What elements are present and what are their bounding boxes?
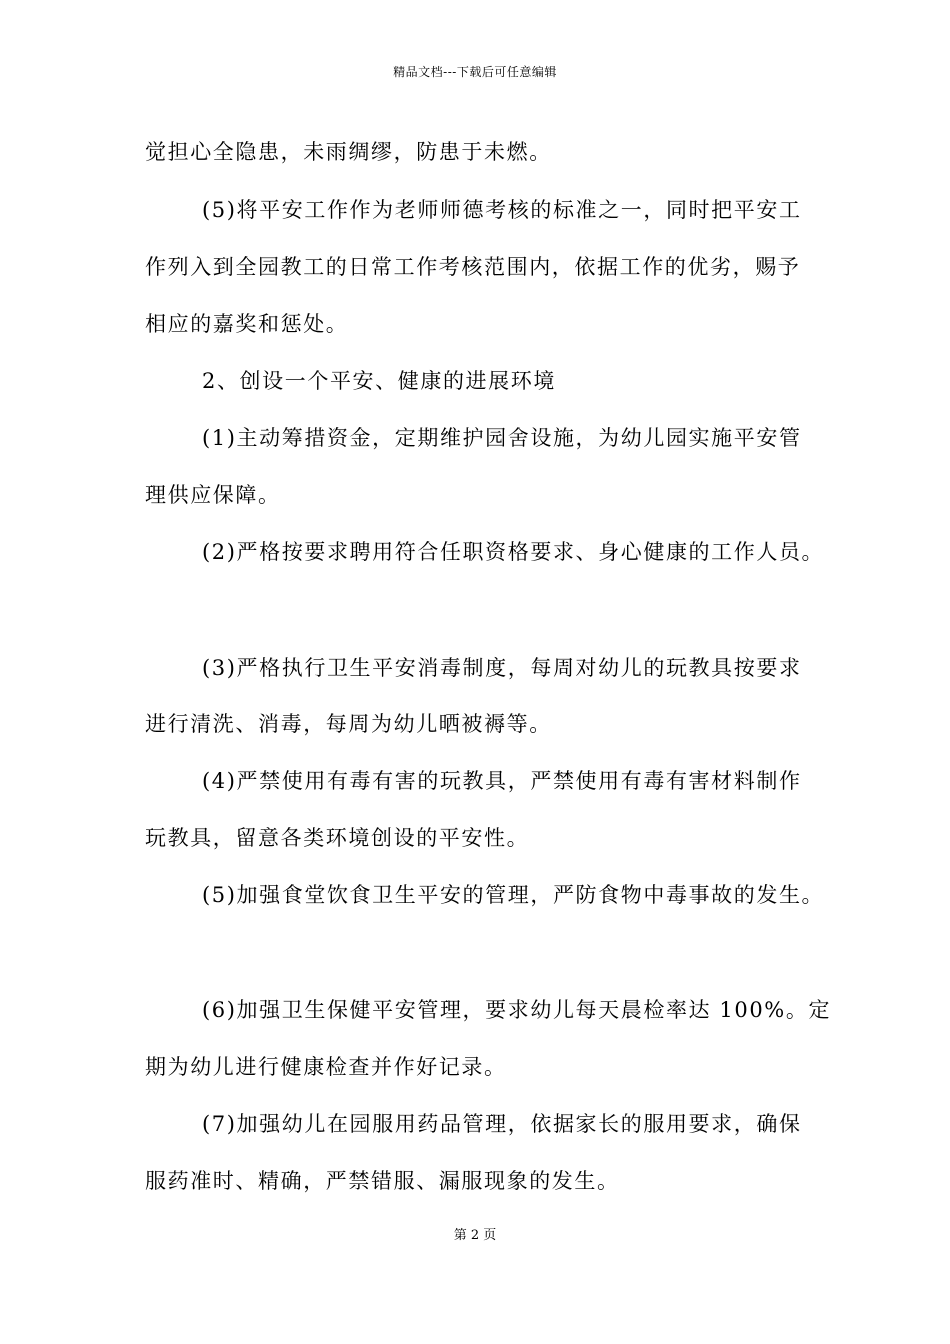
body-line: (6)加强卫生保健平安管理，要求幼儿每天晨检率达 100%。定	[202, 998, 832, 1022]
body-line: 作列入到全园教工的日常工作考核范围内，依据工作的优劣，赐予	[145, 255, 801, 279]
body-line: (5)将平安工作作为老师师德考核的标准之一，同时把平安工	[202, 198, 802, 222]
body-line: 期为幼儿进行健康检查并作好记录。	[145, 1055, 507, 1079]
section-heading: 2、创设一个平安、健康的进展环境	[202, 369, 556, 393]
body-line: (3)严格执行卫生平安消毒制度，每周对幼儿的玩教具按要求	[202, 656, 802, 680]
body-line: 理供应保障。	[145, 483, 281, 507]
body-line: 相应的嘉奖和惩处。	[145, 312, 349, 336]
body-line: (1)主动筹措资金，定期维护园舍设施，为幼儿园实施平安管	[202, 426, 802, 450]
body-line: (2)严格按要求聘用符合任职资格要求、身心健康的工作人员。	[202, 540, 825, 564]
page-header: 精品文档---下载后可任意编辑	[393, 65, 557, 79]
body-line: 服药准时、精确，严禁错服、漏服现象的发生。	[145, 1169, 620, 1193]
page-number: 第 2 页	[453, 1228, 497, 1243]
body-line: 觉担心全隐患，未雨绸缪，防患于未燃。	[145, 140, 552, 164]
body-line: (4)严禁使用有毒有害的玩教具，严禁使用有毒有害材料制作	[202, 769, 802, 793]
body-line: (7)加强幼儿在园服用药品管理，依据家长的服用要求，确保	[202, 1112, 802, 1136]
body-line: 进行清洗、消毒，每周为幼儿晒被褥等。	[145, 712, 552, 736]
body-line: (5)加强食堂饮食卫生平安的管理，严防食物中毒事故的发生。	[202, 883, 825, 907]
body-line: 玩教具，留意各类环境创设的平安性。	[145, 826, 530, 850]
